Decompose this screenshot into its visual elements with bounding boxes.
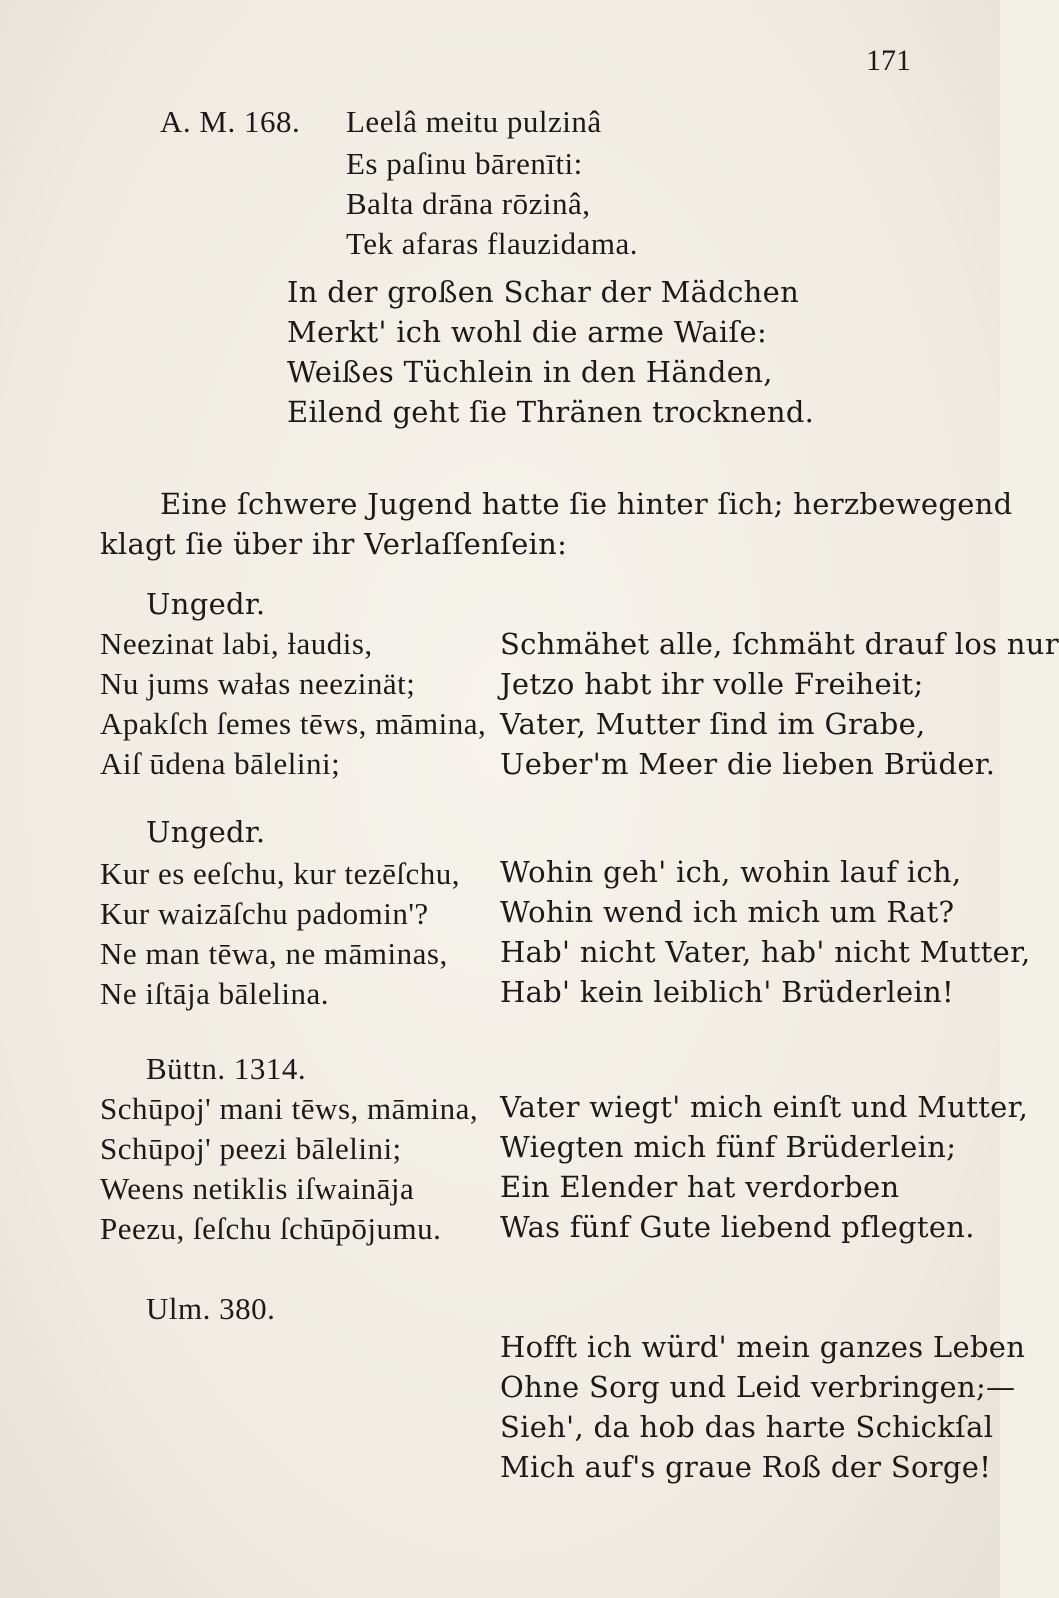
german-verse-line: Jetzo habt ihr volle Freiheit;	[500, 667, 924, 701]
prose-line: Eine ſchwere Jugend hatte ſie hinter ſich; herzbewegend	[160, 487, 1013, 521]
german-verse-line: Eilend geht ſie Thränen trocknend.	[287, 395, 815, 429]
latvian-verse-line: Leelâ meitu pulzinâ	[346, 104, 602, 139]
source-reference: Ungedr.	[146, 587, 266, 621]
latvian-verse-line: Tek afaras flauzidama.	[346, 226, 638, 261]
latvian-verse-line: Apakſch ſemes tēws, māmina,	[100, 706, 487, 741]
latvian-verse-line: Es paſinu bārenīti:	[346, 146, 583, 181]
source-reference: Ulm. 380.	[146, 1291, 276, 1326]
german-verse-line: Vater wiegt' mich einſt und Mutter,	[500, 1090, 1029, 1124]
latvian-verse-line: Nu jums waƚas neezinät;	[100, 666, 416, 701]
german-verse-line: Vater, Mutter ſind im Grabe,	[500, 707, 926, 741]
german-verse-line: Hab' nicht Vater, hab' nicht Mutter,	[500, 935, 1031, 969]
german-verse-line: Wohin wend ich mich um Rat?	[500, 895, 955, 929]
german-verse-line: Weißes Tüchlein in den Händen,	[287, 355, 773, 389]
latvian-verse-line: Ne iſtāja bālelina.	[100, 976, 329, 1011]
page-number: 171	[866, 44, 911, 77]
latvian-verse-line: Aiſ ūdena bālelini;	[100, 746, 341, 781]
latvian-verse-line: Balta drāna rōzinâ,	[346, 186, 591, 221]
german-verse-line: Was fünf Gute liebend pflegten.	[500, 1210, 975, 1244]
latvian-verse-line: Peezu, ſeſchu ſchūpōjumu.	[100, 1211, 442, 1246]
prose-line: klagt ſie über ihr Verlaſſenſein:	[100, 527, 568, 561]
german-verse-line: Merkt' ich wohl die arme Waiſe:	[287, 315, 768, 349]
german-verse-line: Wiegten mich fünf Brüderlein;	[500, 1130, 957, 1164]
german-verse-line: Hofft ich würd' mein ganzes Leben	[500, 1330, 1026, 1364]
german-verse-line: Ohne Sorg und Leid verbringen;—	[500, 1370, 1016, 1404]
latvian-verse-line: Schūpoj' peezi bālelini;	[100, 1131, 402, 1166]
german-verse-line: Ueber'm Meer die lieben Brüder.	[500, 747, 996, 781]
latvian-verse-line: Ne man tēwa, ne māminas,	[100, 936, 448, 971]
latvian-verse-line: Weens netiklis iſwaināja	[100, 1171, 415, 1206]
source-reference: Ungedr.	[146, 815, 266, 849]
german-verse-line: Hab' kein leiblich' Brüderlein!	[500, 975, 954, 1009]
german-verse-line: Wohin geh' ich, wohin lauf ich,	[500, 855, 962, 889]
latvian-verse-line: Schūpoj' mani tēws, māmina,	[100, 1091, 479, 1126]
german-verse-line: Ein Elender hat verdorben	[500, 1170, 900, 1204]
german-verse-line: In der großen Schar der Mädchen	[287, 275, 800, 309]
latvian-verse-line: Kur waizāſchu padomin'?	[100, 896, 429, 931]
source-reference: Büttn. 1314.	[146, 1051, 307, 1086]
german-verse-line: Mich auf's graue Roß der Sorge!	[500, 1450, 992, 1484]
latvian-verse-line: Kur es eeſchu, kur tezēſchu,	[100, 856, 461, 891]
source-reference: A. M. 168.	[160, 104, 301, 139]
german-verse-line: Sieh', da hob das harte Schickſal	[500, 1410, 994, 1444]
latvian-verse-line: Neezinat labi, ƚaudis,	[100, 626, 373, 661]
german-verse-line: Schmähet alle, ſchmäht drauf los nur	[500, 627, 1059, 661]
